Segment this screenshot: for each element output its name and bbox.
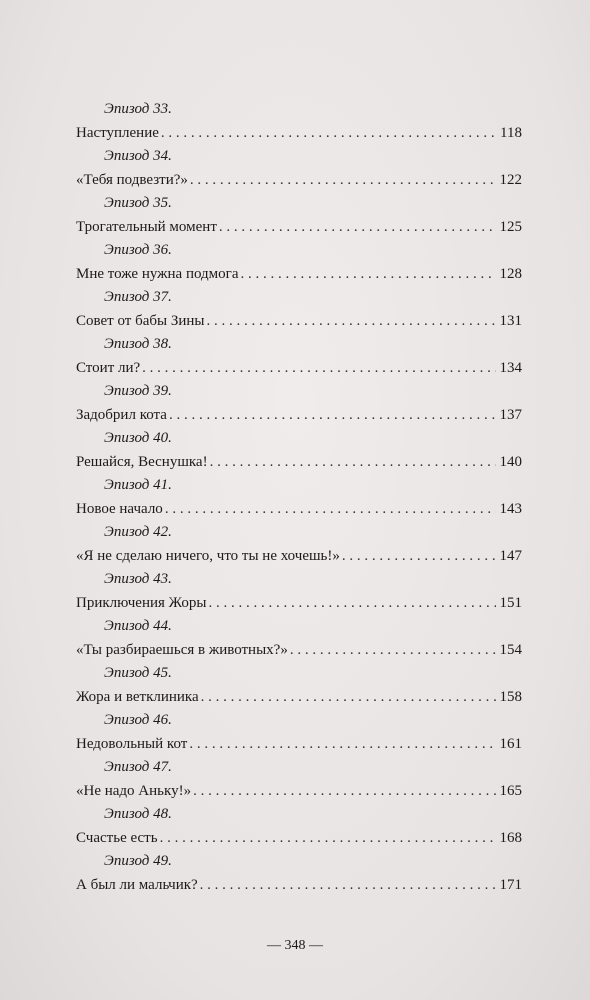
entry-title: «Тебя подвезти?» [76, 171, 188, 188]
dot-leader [206, 310, 496, 334]
entry-page-number: 158 [499, 688, 522, 705]
toc-entry [76, 827, 522, 851]
entry-page-number: 168 [499, 829, 522, 846]
dot-leader [201, 686, 496, 710]
episode-label: Эпизод 35. [104, 195, 172, 211]
toc-entry [76, 404, 522, 428]
episode-label: Эпизод 40. [104, 430, 172, 446]
entry-title: Задобрил кота [76, 406, 167, 423]
entry-title: «Не надо Аньку!» [76, 782, 192, 799]
entry-title: Трогательный момент [76, 218, 217, 235]
entry-page-number: 134 [499, 359, 522, 376]
dot-leader [342, 545, 496, 569]
episode-label: Эпизод 36. [104, 242, 172, 258]
toc-entry [76, 498, 522, 522]
toc-entry [76, 686, 522, 710]
entry-page-number: 171 [499, 876, 522, 893]
dot-leader [190, 169, 496, 193]
page-number: — 348 — [267, 938, 323, 953]
dot-leader [160, 827, 496, 851]
toc-entry [76, 874, 522, 898]
episode-label: Эпизод 33. [104, 101, 172, 117]
episode-label: Эпизод 43. [104, 571, 172, 587]
entry-page-number: 118 [500, 124, 522, 141]
entry-title: Новое начало [76, 500, 163, 517]
dot-leader [142, 357, 496, 381]
table-of-contents [76, 98, 522, 897]
entry-page-number: 151 [499, 594, 522, 611]
dot-leader [189, 733, 496, 757]
episode-label: Эпизод 38. [104, 336, 172, 352]
entry-page-number: 137 [499, 406, 522, 423]
entry-title: «Ты разбираешься в животных?» [76, 641, 288, 658]
toc-entry [76, 169, 522, 193]
toc-entry [76, 263, 522, 287]
entry-title: Наступление [76, 124, 159, 141]
dot-leader [200, 874, 496, 898]
entry-title: Решайся, Веснушка! [76, 453, 208, 470]
toc-entry [76, 733, 522, 757]
toc-entry [76, 451, 522, 475]
toc-entry [76, 780, 522, 804]
entry-title: Мне тоже нужна подмога [76, 265, 239, 282]
dot-leader [208, 592, 496, 616]
entry-title: А был ли мальчик? [76, 876, 198, 893]
episode-label: Эпизод 39. [104, 383, 172, 399]
entry-title: Приключения Жоры [76, 594, 207, 611]
dot-leader [165, 498, 496, 522]
entry-title: Жора и ветклиника [76, 688, 199, 705]
entry-page-number: 154 [499, 641, 522, 658]
dot-leader [290, 639, 496, 663]
entry-title: Счастье есть [76, 829, 158, 846]
episode-label: Эпизод 47. [104, 759, 172, 775]
entry-page-number: 128 [499, 265, 522, 282]
dot-leader [161, 122, 496, 146]
entry-page-number: 131 [499, 312, 522, 329]
episode-label: Эпизод 41. [104, 477, 172, 493]
toc-entry [76, 122, 522, 146]
entry-title: Совет от бабы Зины [76, 312, 205, 329]
episode-label: Эпизод 44. [104, 618, 172, 634]
toc-entry [76, 639, 522, 663]
toc-entry [76, 216, 522, 240]
entry-page-number: 140 [499, 453, 522, 470]
dot-leader [193, 780, 496, 804]
entry-title: Стоит ли? [76, 359, 141, 376]
episode-label: Эпизод 45. [104, 665, 172, 681]
entry-title: «Я не сделаю ничего, что ты не хочешь!» [76, 547, 340, 564]
toc-entry [76, 545, 522, 569]
episode-label: Эпизод 34. [104, 148, 172, 164]
entry-page-number: 122 [499, 171, 522, 188]
episode-label: Эпизод 37. [104, 289, 172, 305]
episode-label: Эпизод 46. [104, 712, 172, 728]
entry-page-number: 147 [499, 547, 522, 564]
entry-page-number: 143 [499, 500, 522, 517]
dot-leader [219, 216, 496, 240]
toc-entry [76, 592, 522, 616]
toc-entry [76, 310, 522, 334]
episode-label: Эпизод 42. [104, 524, 172, 540]
entry-page-number: 165 [499, 782, 522, 799]
episode-label: Эпизод 48. [104, 806, 172, 822]
entry-page-number: 125 [499, 218, 522, 235]
entry-page-number: 161 [499, 735, 522, 752]
dot-leader [169, 404, 496, 428]
dot-leader [241, 263, 497, 287]
dot-leader [210, 451, 496, 475]
episode-label: Эпизод 49. [104, 853, 172, 869]
toc-entry [76, 357, 522, 381]
entry-title: Недовольный кот [76, 735, 188, 752]
